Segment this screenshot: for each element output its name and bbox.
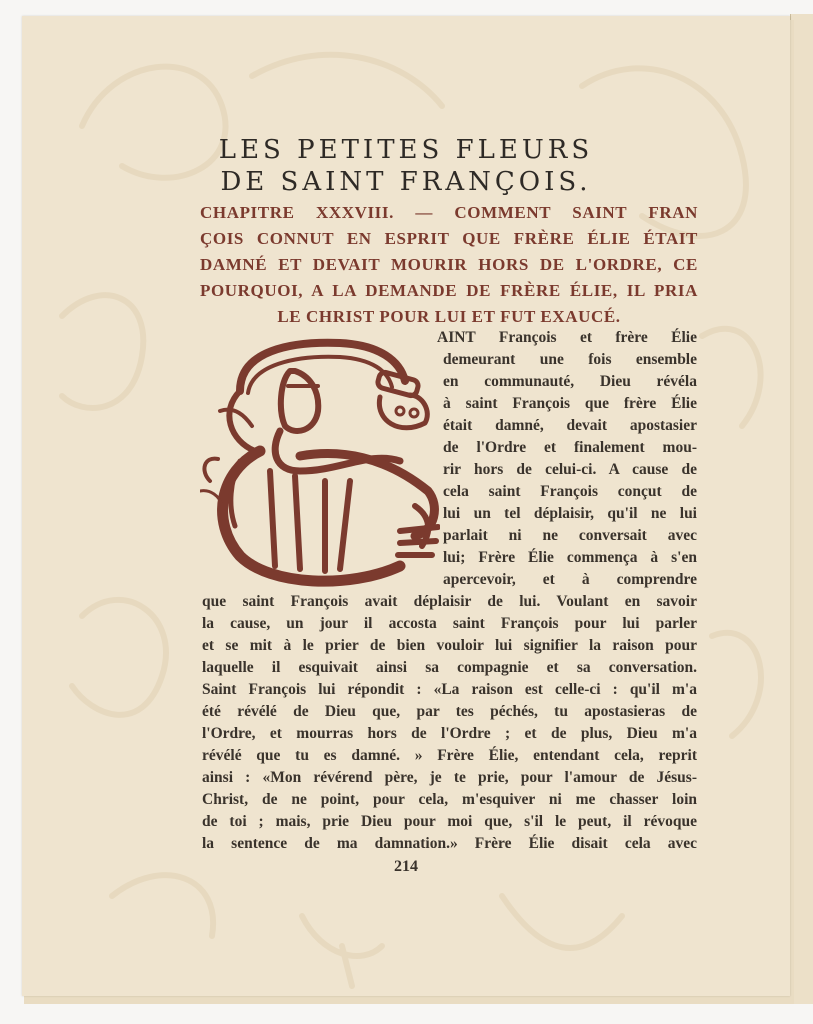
chapter-heading (200, 200, 698, 330)
body-line: la cause, un jour il accosta saint François pour lui parler (202, 615, 697, 632)
body-line: en communauté, Dieu révéla (443, 373, 697, 390)
body-line: été révélé de Dieu que, par tes péchés, tu apostasieras de (202, 703, 697, 720)
chapter-heading-line: ÇOIS CONNUT EN ESPRIT QUE FRÈRE ÉLIE ÉTAIT (200, 229, 698, 248)
body-line: de toi ; mais, prie Dieu pour moi que, s'il le peut, il révoque (202, 813, 697, 830)
book-title-line-2: DE SAINT FRANÇOIS. (220, 167, 592, 197)
body-line: parlait ni ne conversait avec (443, 527, 697, 544)
body-line: à saint François que frère Élie (443, 395, 697, 412)
body-line: ainsi : «Mon révérend père, je te prie, pour l'amour de Jésus- (202, 769, 697, 786)
body-line: révélé que tu es damné. » Frère Élie, entendant cela, reprit (202, 747, 697, 764)
body-line: était damné, devait apostasier (443, 417, 697, 434)
body-line: lui un tel déplaisir, qu'il ne lui (443, 505, 697, 522)
chapter-heading-line: POURQUOI, A LA DEMANDE DE FRÈRE ÉLIE, IL PRIA (200, 281, 698, 300)
book-title-line-1: LES PETITES FLEURS (218, 135, 594, 165)
body-line: laquelle il esquivait ainsi sa compagnie et sa conversation. (202, 659, 697, 676)
page-number: 214 (394, 858, 418, 875)
illuminated-initial-s (200, 331, 440, 589)
body-line: rir hors de celui-ci. A cause de (443, 461, 697, 478)
chapter-heading-line: CHAPITRE XXXVIII. — COMMENT SAINT FRAN (200, 203, 698, 222)
body-line: et se mit à le prier de bien vouloir lui signifier la raison pour (202, 637, 697, 654)
book-page (22, 16, 790, 996)
chapter-heading-line: DAMNÉ ET DEVAIT MOURIR HORS DE L'ORDRE, CE (200, 255, 698, 274)
body-line: l'Ordre, et mourras hors de l'Ordre ; et de plus, Dieu m'a (202, 725, 697, 742)
chapter-heading-line: LE CHRIST POUR LUI ET FUT EXAUCÉ. (277, 307, 621, 326)
body-line: la sentence de ma damnation.» Frère Élie disait cela avec (202, 835, 697, 852)
body-line: de l'Ordre et finalement mou- (443, 439, 697, 456)
body-line: AINT François et frère Élie (437, 329, 697, 346)
body-line: que saint François avait déplaisir de lui. Voulant en savoir (202, 593, 697, 610)
body-line: Christ, de ne point, pour cela, m'esquiver ni me chasser loin (202, 791, 697, 808)
body-line: lui; Frère Élie commença à s'en (443, 549, 697, 566)
body-line: apercevoir, et à comprendre (443, 571, 697, 588)
body-line: cela saint François conçut de (443, 483, 697, 500)
body-line: Saint François lui répondit : «La raison est celle-ci : qu'il m'a (202, 681, 697, 698)
body-line: demeurant une fois ensemble (443, 351, 697, 368)
